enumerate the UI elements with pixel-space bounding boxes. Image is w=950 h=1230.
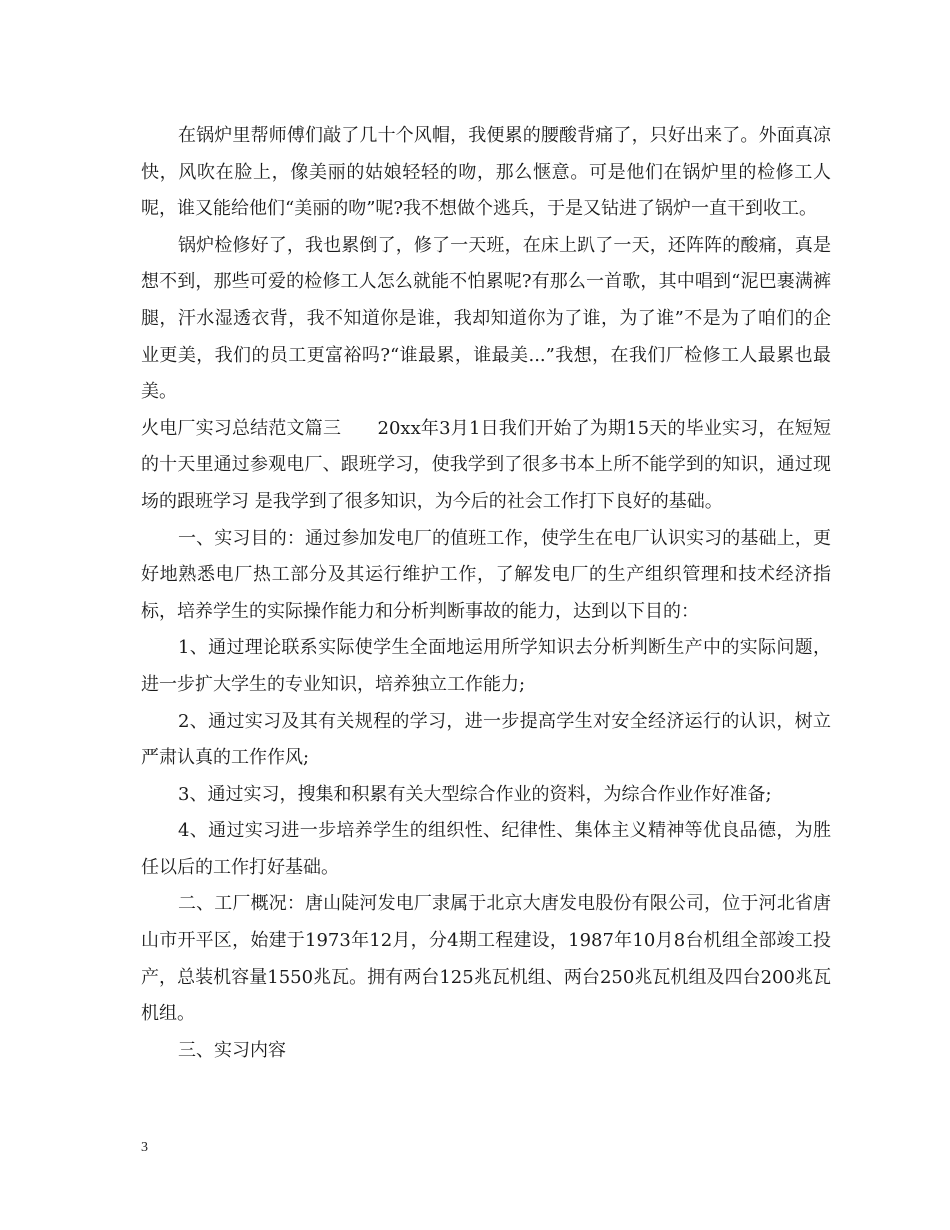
paragraph-boiler-finished: 锅炉检修好了，我也累倒了，修了一天班，在床上趴了一天，还阵阵的酸痛，真是想不到，那些可爱的检修工人怎么就能不怕累呢?有那么一首歌，其中唱到“泥巴裹满裤腿，汗水湿透衣背，我不知道你是谁，我却知道你为了谁，为了谁”不是为了咱们的企业更美，我们的员工更富裕吗?“谁最累，谁最美...”我想，在我们厂检修工人最累也最美。 <box>141 234 831 403</box>
paragraph-plant-overview: 二、工厂概况：唐山陡河发电厂隶属于北京大唐发电股份有限公司，位于河北省唐山市开平区，始建于1973年12月，分4期工程建设，1987年10月8台机组全部竣工投产，总装机容量1550兆瓦。拥有两台125兆瓦机组、两台250兆瓦机组及四台200兆瓦机组。 <box>141 893 831 1025</box>
section-heading-internship-content: 三、实习内容 <box>178 1039 286 1061</box>
paragraph-internship-purpose: 一、实习目的：通过参加发电厂的值班工作，使学生在电厂认识实习的基础上，更好地熟悉电厂热工部分及其运行维护工作，了解发电厂的生产组织管理和技术经济指标，培养学生的实际操作能力和分析判断事故的能力，达到以下目的： <box>141 527 831 622</box>
list-item-purpose-1: 1、通过理论联系实际使学生全面地运用所学知识去分析判断生产中的实际问题，进一步扩大学生的专业知识，培养独立工作能力; <box>141 637 831 695</box>
list-item-purpose-2: 2、通过实习及其有关规程的学习，进一步提高学生对安全经济运行的认识，树立严肃认真的工作作风; <box>141 710 831 769</box>
body-text <box>141 118 831 1069</box>
list-item-purpose-3: 3、通过实习，搜集和积累有关大型综合作业的资料，为综合作业作好准备; <box>178 783 772 805</box>
paragraph-boiler-repair: 在锅炉里帮师傅们敲了几十个风帽，我便累的腰酸背痛了，只好出来了。外面真凉快，风吹在脸上，像美丽的姑娘轻轻的吻，那么惬意。可是他们在锅炉里的检修工人呢，谁又能给他们“美丽的吻”呢?我不想做个逃兵，于是又钻进了锅炉一直干到收工。 <box>141 125 831 220</box>
page-number: 3 <box>141 1140 148 1155</box>
list-item-purpose-4: 4、通过实习进一步培养学生的组织性、纪律性、集体主义精神等优良品德，为胜任以后的工作打好基础。 <box>141 820 831 878</box>
paragraph-section-three-intro: 火电厂实习总结范文篇三 20xx年3月1日我们开始了为期15天的毕业实习，在短短的十天里通过参观电厂、跟班学习，使我学到了很多书本上所不能学到的知识，通过现场的跟班学习 是我学到了很多知识，为今后的社会工作打下良好的基础。 <box>141 417 831 512</box>
